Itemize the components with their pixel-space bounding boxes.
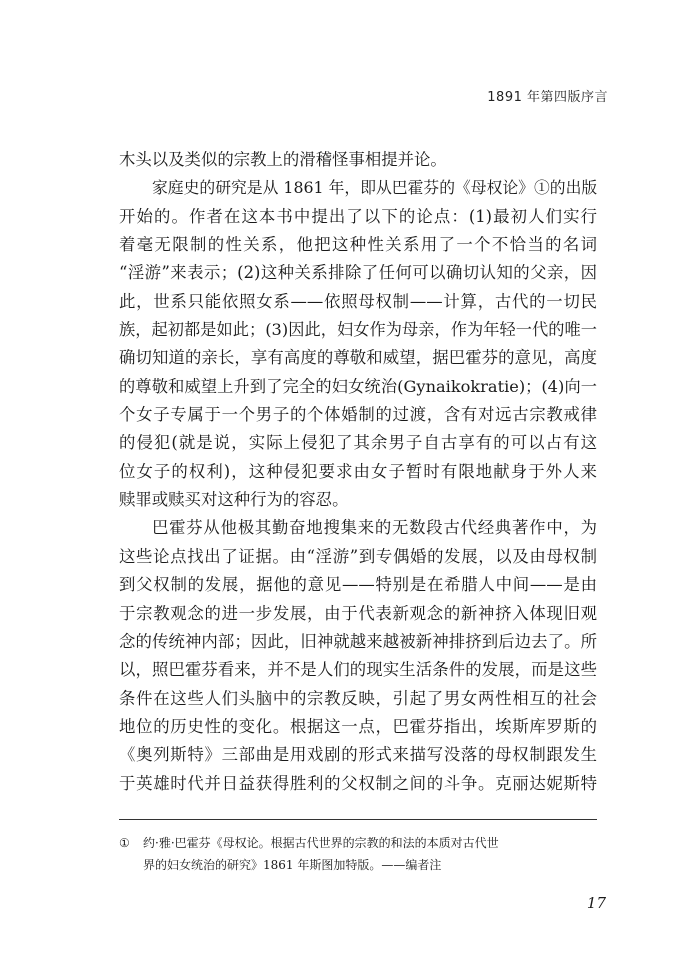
footnote-line: 界的妇女统治的研究》1861 年斯图加特版。——编者注: [143, 858, 442, 872]
text-line: 的尊敬和威望上升到了完全的妇女统治(Gynaikokratie)；(4)向一: [119, 376, 597, 396]
text-line: 以，照巴霍芬看来，并不是人们的现实生活条件的发展，而是这些: [119, 660, 597, 680]
running-header: 1891 年第四版序言: [487, 90, 608, 105]
text-line: 条件在这些人们头脑中的宗教反映，引起了男女两性相互的社会: [119, 688, 597, 708]
text-line: 木头以及类似的宗教上的滑稽怪事相提并论。: [119, 150, 447, 169]
text-line: 地位的历史性的变化。根据这一点，巴霍芬指出，埃斯库罗斯的: [119, 716, 597, 736]
text-line: 确切知道的亲长，享有高度的尊敬和威望，据巴霍芬的意见，高度: [119, 348, 597, 368]
text-line: 《奥列斯特》三部曲是用戏剧的形式来描写没落的母权制跟发生: [119, 745, 597, 765]
text-line: 着毫无限制的性关系，他把这种性关系用了一个不恰当的名词: [119, 235, 597, 255]
text-line: 念的传统神内部；因此，旧神就越来越被新神排挤到后边去了。所: [119, 631, 597, 651]
text-line: 位女子的权利)，这种侵犯要求由女子暂时有限地献身于外人来: [119, 461, 597, 481]
text-line: 巴霍芬从他极其勤奋地搜集来的无数段古代经典著作中，为: [152, 518, 597, 538]
text-line: 赎罪或赎买对这种行为的容忍。: [119, 490, 349, 510]
text-line: 族，起初都是如此；(3)因此，妇女作为母亲，作为年轻一代的唯一: [119, 320, 597, 340]
text-line: 于宗教观念的进一步发展，由于代表新观念的新神挤入体现旧观: [119, 603, 597, 623]
page-number: 17: [586, 894, 606, 912]
text-line: 的侵犯(就是说，实际上侵犯了其余男子自古享有的可以占有这: [119, 433, 597, 453]
text-line: “淫游”来表示；(2)这种关系排除了任何可以确切认知的父亲，因: [119, 263, 597, 283]
text-line: 个女子专属于一个男子的个体婚制的过渡，含有对远古宗教戒律: [119, 405, 597, 425]
text-line: 这些论点找出了证据。由“淫游”到专偶婚的发展，以及由母权制: [119, 546, 597, 566]
text-line: 于英雄时代并日益获得胜利的父权制之间的斗争。克丽达妮斯特: [119, 773, 597, 793]
footnote-marker: ①: [119, 836, 130, 850]
text-line: 家庭史的研究是从 1861 年，即从巴霍芬的《母权论》①的出版: [152, 178, 598, 198]
footnote: [119, 832, 597, 876]
text-line: 开始的。作者在这本书中提出了以下的论点：(1)最初人们实行: [119, 206, 597, 226]
footnote-line: [119, 832, 597, 854]
text-line: 到父权制的发展，据他的意见——特别是在希腊人中间——是由: [119, 575, 597, 595]
text-line: 此，世系只能依照女系——依照母权制——计算，古代的一切民: [119, 291, 597, 311]
footnote-divider: [119, 819, 597, 820]
footnote-text: 约·雅·巴霍芬《母权论。根据古代世界的宗教的和法的本质对古代世: [143, 836, 499, 850]
body-text: [119, 146, 597, 798]
